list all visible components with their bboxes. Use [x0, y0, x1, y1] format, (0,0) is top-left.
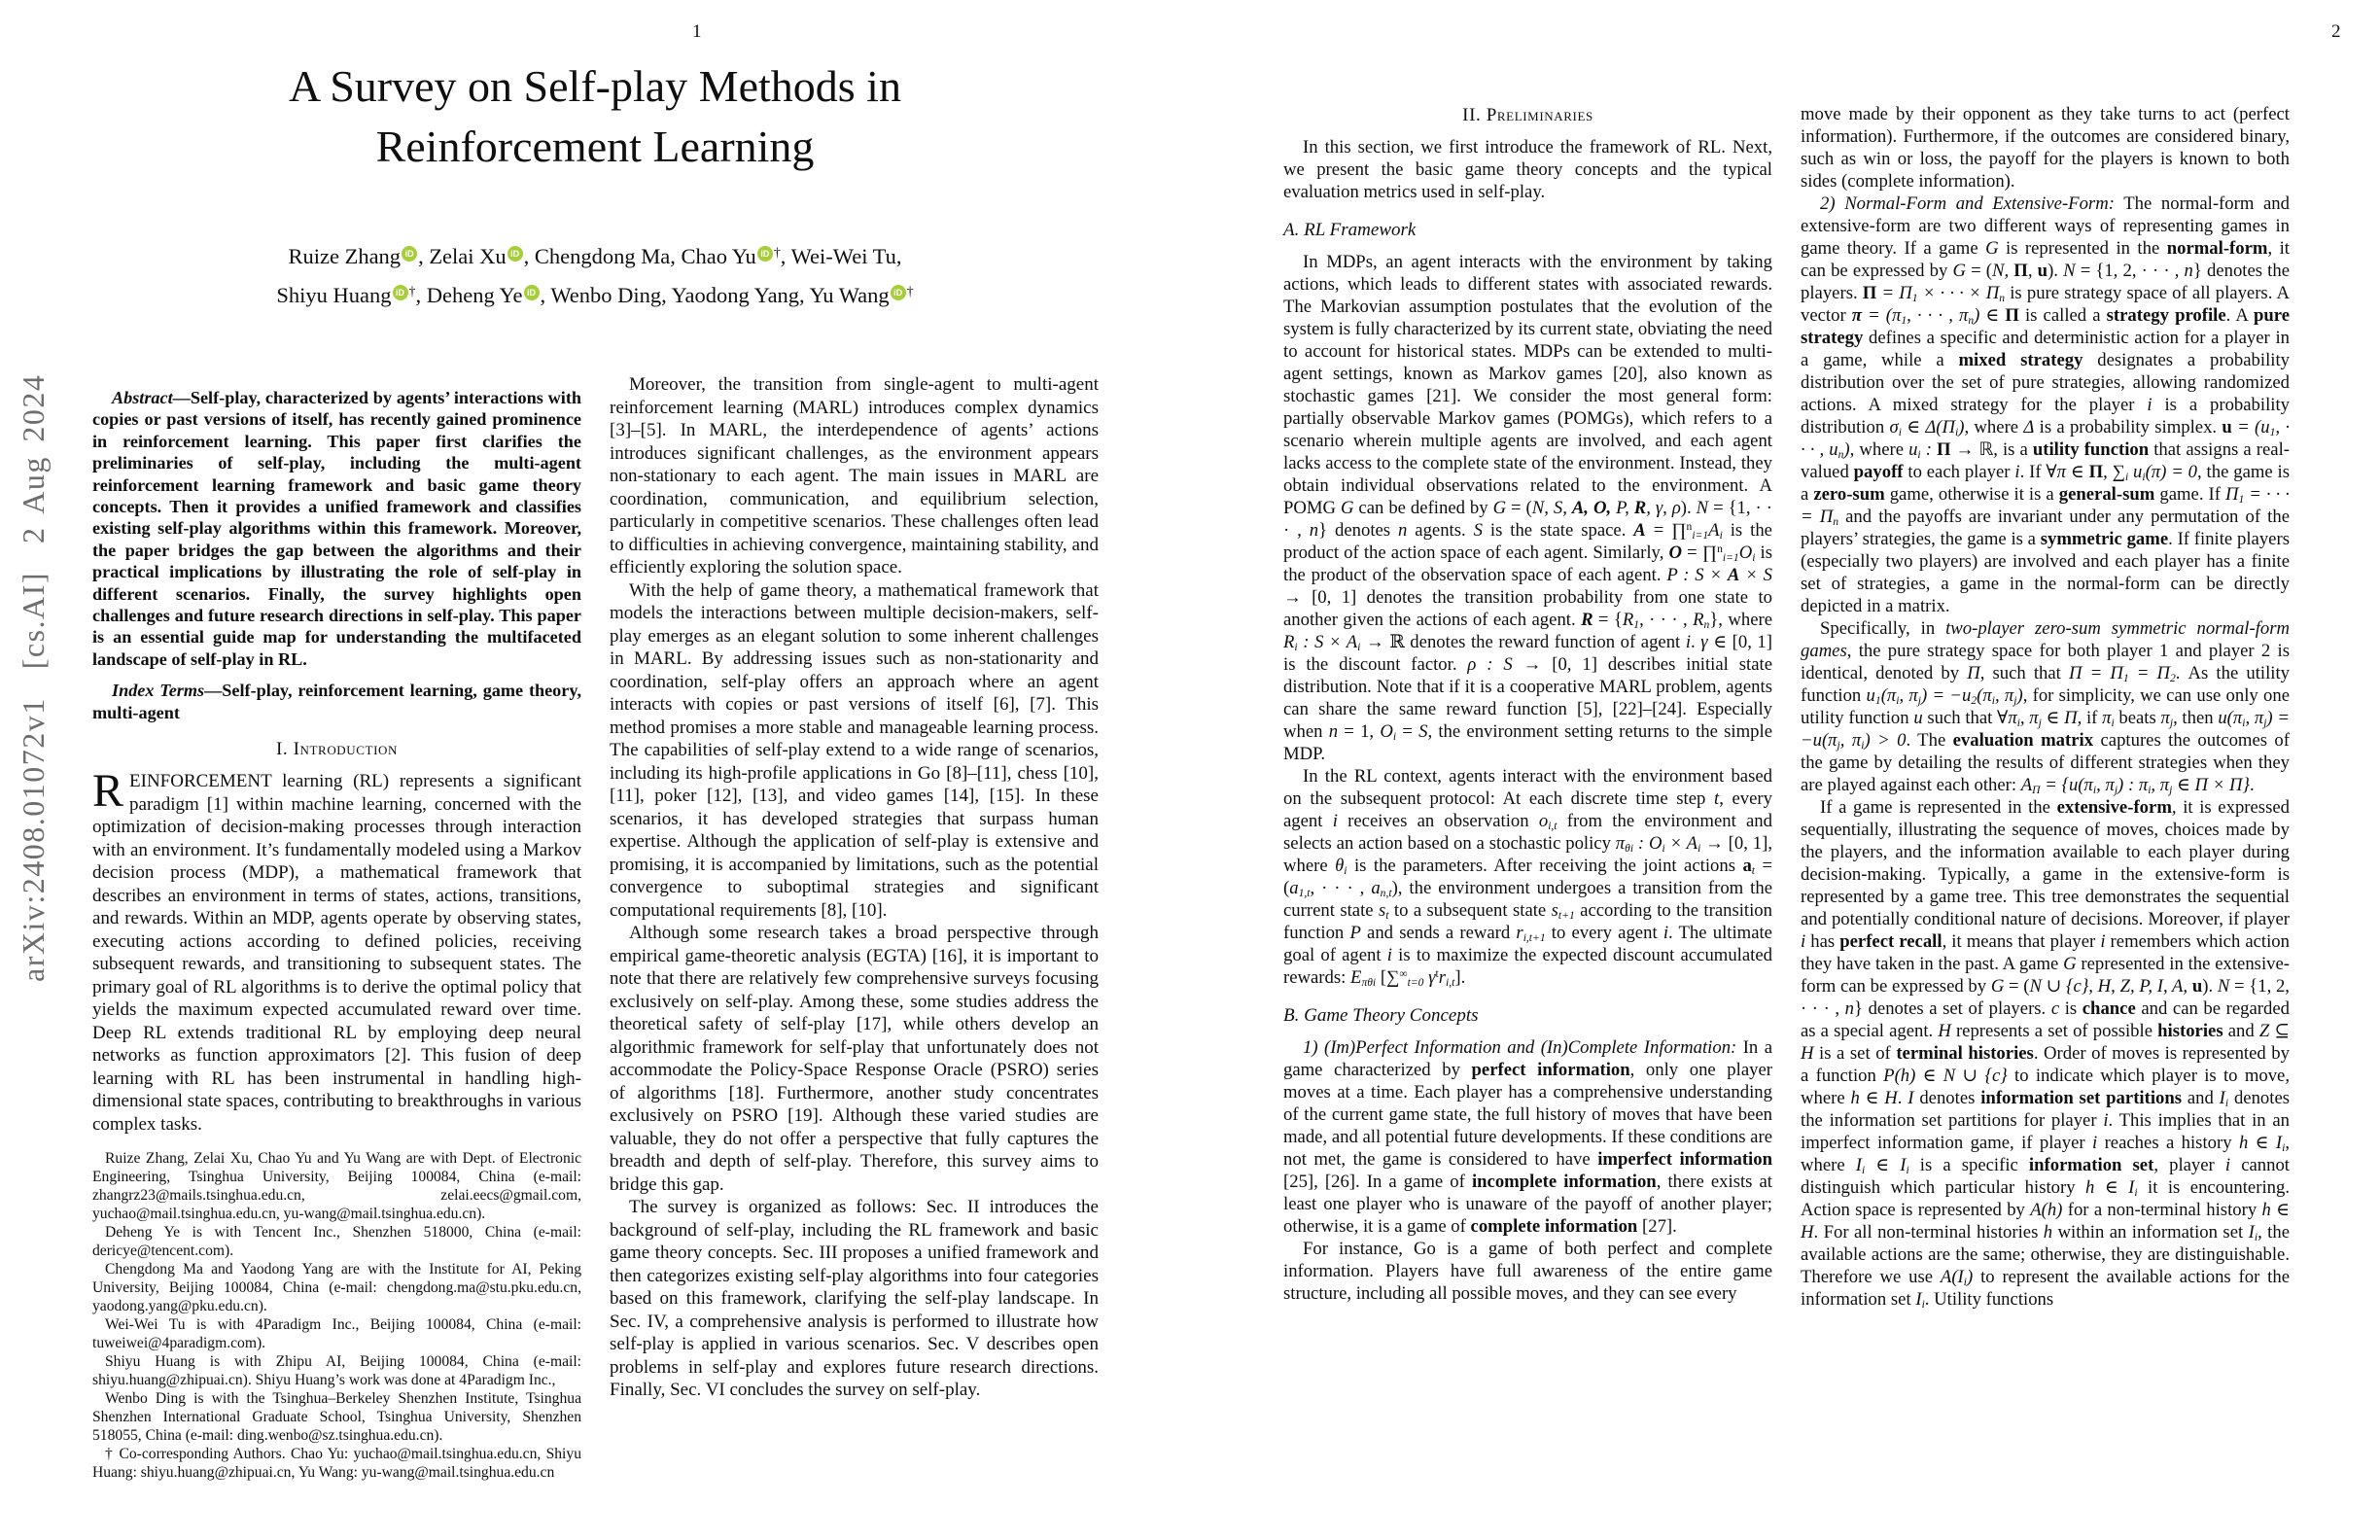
paragraph-extensive-form: If a game is represented in the extensive-form, it is expressed sequentially, illustrating the sequence of moves, choices made by the players, and the information available to each player during decision-making. Typically, a game in the extensive-form is represented by a game tree. This tree demonstrates the sequential and potentially conditional nature of decisions. Moreover, if player i has perfect recall, it means that player i remembers which action they have taken in the past. A game G represented in the extensive-form can be expressed by G = (N ∪ {c}, H, Z, P, I, A, u). N = {1, 2, · · · , n} denotes a set of players. c is chance and can be regarded as a special agent. H represents a set of possible histories and Z ⊆ H is a set of terminal histories. Order of moves is represented by a function P(h) ∈ N ∪ {c} to indicate which player is to move, where h ∈ H. I denotes information set partitions and Ii denotes the information set partitions for player i. This implies that in an imperfect information game, if player i reaches a history h ∈ Ii, where Ii ∈ Ii is a specific information set, player i cannot distinguish which particular history h ∈ Ii it is encountering. Action space is represented by A(h) for a non-terminal history h ∈ H. For all non-terminal histories h within an information set Ii, the available actions are the same; otherwise, they are distinguishable. Therefore we use A(Ii) to represent the available actions for the information set Ii. Utility functions — [1801, 797, 2291, 1311]
page1-right-column — [610, 373, 1099, 1402]
page2-right-column — [1801, 103, 2290, 1311]
author-list — [0, 237, 1190, 315]
paragraph-go-example: For instance, Go is a game of both perfect and complete information. Players have full awareness of the entire game structure, including all possible moves, and they can see every — [1283, 1239, 1772, 1304]
orcid-icon: iD — [524, 285, 540, 300]
paper-title-line-1: A Survey on Self-play Methods in — [289, 61, 901, 111]
orcid-icon: iD — [393, 285, 408, 300]
orcid-icon: iD — [508, 246, 523, 262]
footnote-affiliation-1: Ruize Zhang, Zelai Xu, Chao Yu and Yu Wang are with Dept. of Electronic Engineering, Tsinghua University, Beijing 100084, China (e-mail: zhangrz23@mails.tsinghua.edu.cn, zelai.eecs@gmail.com, yuchao@mail.tsinghua.edu.cn, yu-wang@mail.tsinghua.edu.cn). — [92, 1150, 581, 1223]
authors-line-2: Shiyu Huang iD †, Deheng Ye iD , Wenbo Ding, Yaodong Yang, Yu Wang iD † — [276, 283, 914, 307]
subsection-heading-rl-framework: A. RL Framework — [1283, 220, 1417, 240]
introduction-paragraph — [92, 765, 581, 1136]
page2-left-column — [1283, 103, 1772, 1305]
orcid-icon: iD — [757, 246, 773, 262]
paragraph-selfplay-gametheory: With the help of game theory, a mathematical framework that models the interactions between multiple decision-makers, self-play emerges as an elegant solution to some inherent challenges in MARL. By addressing issues such as non-stationarity and coordination, self-play offers an approach where an agent interacts with copies or past versions of itself [6], [7]. This method promises a more stable and manageable learning process. The capabilities of self-play extend to a wide range of scenarios, including its high-profile applications in Go [8]–[11], chess [10], [11], poker [12], [13], and video games [14], [15]. In these scenarios, it has developed strategies that surpass human expertise. Although the application of self-play is extensive and promising, it is accompanied by limitations, such as the potential convergence to suboptimal strategies and significant computational requirements [8], [10]. — [610, 579, 1099, 921]
section-heading-introduction: I. Introduction — [275, 739, 399, 760]
paragraph-marl-challenges: Moreover, the transition from single-agent to multi-agent reinforcement learning (MARL) introduces complex dynamics [3]–[5]. In MARL, the interdependence of agents’ actions introduces significant challenges, as the environment appears non-stationary to each agent. The main issues in MARL are coordination, communication, and equilibrium selection, particularly in competitive scenarios. These challenges often lead to difficulties in achieving convergence, maintaining stability, and efficiently exploring the solution space. — [610, 374, 1099, 578]
footnote-affiliation-2: Deheng Ye is with Tencent Inc., Shenzhen 518000, China (e-mail: dericye@tencent.com). — [92, 1224, 581, 1260]
abstract: Abstract—Self-play, characterized by agents’ interactions with copies or past versions of itself, has recently gained prominence in reinforcement learning. This paper first clarifies the preliminaries of self-play, including the multi-agent reinforcement learning framework and basic game theory concepts. Then it provides a unified framework and classifies existing self-play algorithms within this framework. Moreover, the paper bridges the gap between the algorithms and their practical implications by illustrating the role of self-play in different scenarios. Finally, the survey highlights open challenges and future research directions in self-play. This paper is an essential guide map for understanding the multifaceted landscape of self-play in RL. — [92, 388, 581, 669]
paragraph-preliminaries-intro: In this section, we first introduce the framework of RL. Next, we present the basic game theory concepts and the typical evaluation metrics used in self-play. — [1283, 137, 1772, 202]
footnote-affiliation-5: Shiyu Huang is with Zhipu AI, Beijing 100084, China (e-mail: shiyu.huang@zhipuai.cn). Shiyu Huang’s work was done at 4Paradigm Inc., — [92, 1353, 581, 1389]
paragraph-survey-organization: The survey is organized as follows: Sec. II introduces the background of self-play, including the RL framework and basic game theory concepts. Sec. III proposes a unified framework and then categorizes existing self-play algorithms into four categories based on this framework, clarifying the self-play landscape. In Sec. IV, a comprehensive analysis is performed to illustrate how self-play is applied in various scenarios. Sec. V describes open problems in self-play and explores future research directions. Finally, Sec. VI concludes the survey on self-play. — [610, 1197, 1099, 1400]
paragraph-normal-form: 2) Normal-Form and Extensive-Form: The normal-form and extensive-form are two different ways of representing games in game theory. If a game G is represented in the normal-form, it can be expressed by G = (N, Π, u). N = {1, 2, · · · , n} denotes the players. Π = Π1 × · · · × Πn is pure strategy space of all players. A vector π = (π1, · · · , πn) ∈ Π is called a strategy profile. A pure strategy defines a specific and deterministic action for a player in a game, while a mixed strategy designates a probability distribution over the set of pure strategies, allowing randomized actions. A mixed strategy for the player i is a probability distribution σi ∈ Δ(Πi), where Δ is a probability simplex. u = (u1, · · · , un), where ui : Π → ℝ, is a utility function that assigns a real-valued payoff to each player i. If ∀π ∈ Π, ∑i ui(π) = 0, the game is a zero-sum game, otherwise it is a general-sum game. If Π1 = · · · = Πn and the payoffs are invariant under any permutation of the players’ strategies, the game is a symmetric game. If finite players (especially two players) are involved and each player has a finite set of strategies, a game in the normal-form can be directly depicted in a matrix. — [1801, 193, 2291, 616]
footnote-affiliation-4: Wei-Wei Tu is with 4Paradigm Inc., Beijing 100084, China (e-mail: tuweiwei@4paradigm.com). — [92, 1316, 581, 1352]
arxiv-watermark: arXiv:2408.01072v1 [cs.AI] 2 Aug 2024 — [16, 373, 51, 982]
page-2 — [1190, 0, 2380, 1540]
footnote-corresponding-authors: † Co-corresponding Authors. Chao Yu: yuchao@mail.tsinghua.edu.cn, Shiyu Huang: shiyu.huang@zhipuai.cn, Yu Wang: yu-wang@mail.tsinghua.edu.cn — [92, 1446, 581, 1482]
paragraph-evaluation-matrix: Specifically, in two-player zero-sum symmetric normal-form games, the pure strategy space for both player 1 and player 2 is identical, denoted by Π, such that Π = Π1 = Π2. As the utility function u1(πi, πj) = −u2(πi, πj), for simplicity, we can use only one utility function u such that ∀πi, πj ∈ Π, if πi beats πj, then u(πi, πj) = −u(πj, πi) > 0. The evaluation matrix captures the outcomes of the game by detailing the results of different strategies when they are played against each other: AΠ = {u(πi, πj) : πi, πj ∈ Π × Π}. — [1801, 618, 2291, 796]
paper-title-line-2: Reinforcement Learning — [375, 122, 815, 171]
paper-title — [0, 56, 1190, 177]
author-affiliations — [92, 1149, 581, 1482]
orcid-icon: iD — [402, 246, 417, 262]
footnote-affiliation-6: Wenbo Ding is with the Tsinghua–Berkeley Shenzhen Institute, Tsinghua Shenzhen International Graduate School, Tsinghua University, Shenzhen 518055, China (e-mail: ding.wenbo@sz.tsinghua.edu.cn). — [92, 1390, 581, 1445]
drop-cap: R — [92, 765, 124, 818]
paragraph-related-surveys: Although some research takes a broad perspective through empirical game-theoretic analysis (EGTA) [16], it is important to note that there are relatively few comprehensive surveys focusing exclusively on self-play. Among these, some studies address the theoretical safety of self-play [17], while others develop an algorithmic framework for self-play that unfortunately does not accommodate the Policy-Space Response Oracle (PSRO) series of algorithms [18]. Furthermore, another study concentrates exclusively on PSRO [19]. Although these varied studies are valuable, they do not offer a perspective that fully captures the breadth and depth of self-play. Therefore, this survey aims to bridge this gap. — [610, 923, 1099, 1195]
paragraph-perfect-information: 1) (Im)Perfect Information and (In)Complete Information: In a game characterized by perfect information, only one player moves at a time. Each player has a comprehensive understanding of the current game state, the full history of moves that have been made, and all potential future developments. If these conditions are not met, the game is considered to have imperfect information [25], [26]. In a game of incomplete information, there exists at least one player who is unaware of the payoff of another player; otherwise, it is a game of complete information [27]. — [1283, 1037, 1773, 1237]
introduction-text: EINFORCEMENT learning (RL) represents a significant paradigm [1] within machine learning, concerned with the optimization of decision-making processes through interaction with an environment. It’s fundamentally modeled using a Markov decision process (MDP), a mathematical framework that describes an environment in terms of states, actions, transitions, and rewards. Within an MDP, agents operate by observing states, executing actions according to defined policies, receiving subsequent rewards, and transitioning to subsequent states. The primary goal of RL algorithms is to derive the optimal policy that yields the maximum expected accumulated reward over time. Deep RL extends traditional RL by employing deep neural networks as function approximators [2]. This fusion of deep learning with RL has been instrumental in handling high-dimensional state spaces, contributing to breakthroughs in various complex tasks. — [92, 771, 581, 1135]
subsection-heading-game-theory-concepts: B. Game Theory Concepts — [1283, 1005, 1479, 1026]
paragraph-rl-protocol: In the RL context, agents interact with the environment based on the subsequent protocol: At each discrete time step t, every agent i receives an observation oi,t from the environment and selects an action based on a stochastic policy πθi : Oi × Ai → [0, 1], where θi is the parameters. After receiving the joint actions at = (a1,t, · · · , an,t), the environment undergoes a transition from the current state st to a subsequent state st+1 according to the transition function P and sends a reward ri,t+1 to every agent i. The ultimate goal of agent i is to maximize the expected discount accumulated rewards: Eπθi [∑∞t=0 $\gamma^tri,t$]. — [1283, 766, 1773, 989]
page1-left-column — [92, 381, 581, 1482]
footnote-affiliation-3: Chengdong Ma and Yaodong Yang are with the Institute for AI, Peking University, Beijing 100084, China (e-mail: chengdong.ma@stu.pku.edu.cn, yaodong.yang@pku.edu.cn). — [92, 1261, 581, 1315]
paragraph-go-example-continued: move made by their opponent as they take turns to act (perfect information). Furthermore, if the outcomes are considered binary, such as win or loss, the payoff for the players is known to both sides (complete information). — [1801, 104, 2290, 192]
orcid-icon: iD — [891, 285, 906, 300]
page-number-2: 2 — [2331, 21, 2341, 42]
paragraph-pomg-definition: In MDPs, an agent interacts with the environment by taking actions, which leads to different states with associated rewards. The Markovian assumption postulates that the evolution of the system is fully characterized by its current state, obviating the need to account for historical states. MDPs can be extended to multi-agent settings, known as Markov games [20], also known as stochastic games [21]. We consider the most general form: partially observable Markov games (POMGs), which refers to a scenario wherein multiple agents are involved, and each agent lacks access to the complete state of the environment. Instead, they obtain individual observations related to the environment. A POMG G can be defined by G = (N, S, A, O, P, R, γ, ρ). N = {1, · · · , n} denotes n agents. S is the state space. A = ∏$^n$i=1Ai is the product of the action space of each agent. Similarly, O = ∏$^n$i=1Oi is the product of the observation space of each agent. P : S × A × S → [0, 1] denotes the transition probability from one state to another given the actions of each agent. R = {R1, · · · , Rn}, where Ri : S × Ai → ℝ denotes the reward function of agent i. γ ∈ [0, 1] is the discount factor. ρ : S → [0, 1] describes initial state distribution. Note that if it is a cooperative MARL problem, agents can share the same reward function [5], [22]–[24]. Especially when n = 1, Oi = S, the environment setting returns to the simple MDP. — [1283, 252, 1773, 764]
section-heading-preliminaries: II. Preliminaries — [1462, 105, 1593, 125]
authors-line-1: Ruize Zhang iD , Zelai Xu iD , Chengdong Ma, Chao Yu iD †, Wei-Wei Tu, — [288, 244, 902, 268]
page-number-1: 1 — [692, 21, 702, 42]
index-terms: Index Terms—Self-play, reinforcement learning, game theory, multi-agent — [92, 681, 581, 722]
